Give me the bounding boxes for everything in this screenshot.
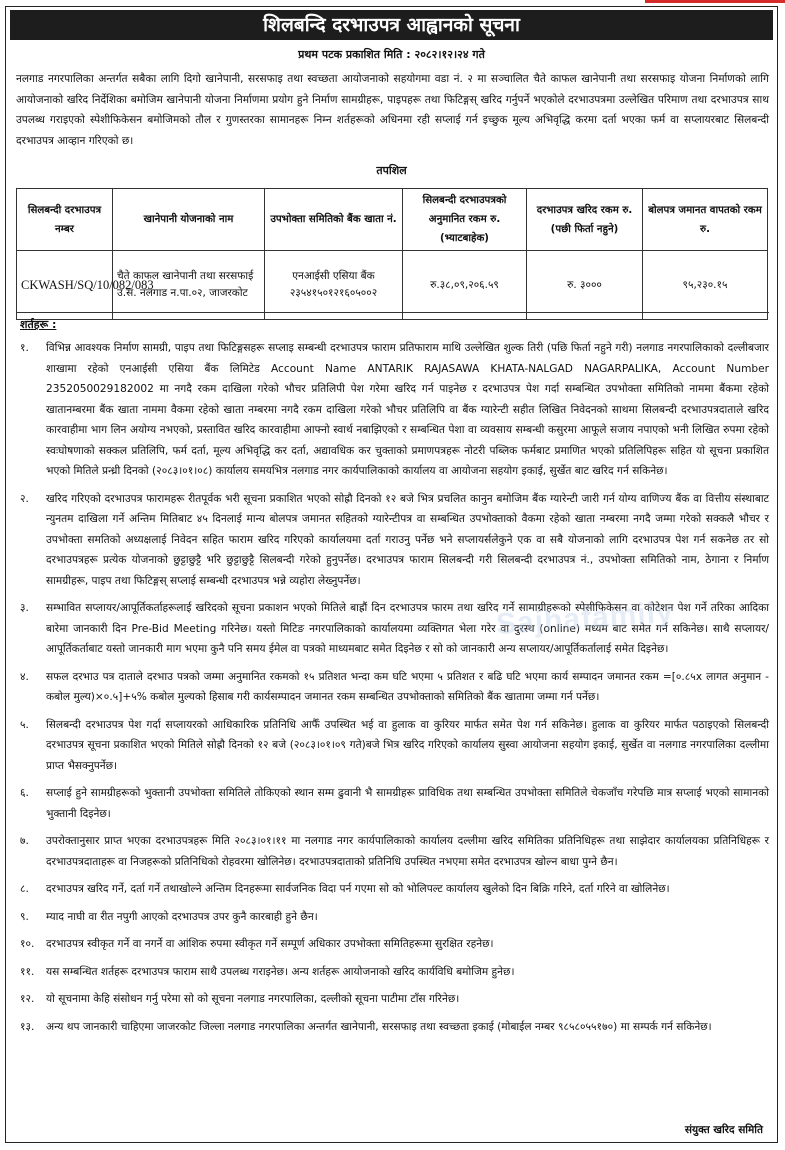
term-item: [16, 783, 769, 824]
term-number: ६.: [20, 787, 29, 799]
top-accent-line: [645, 0, 785, 3]
term-number: ९.: [20, 910, 29, 923]
term-text: म्याद नाघी वा रीत नपुगी आएको दरभाउपत्र उपर कुनै कारबाही हुने छैन।: [46, 910, 318, 923]
term-text: विभिन्न आवश्यक निर्माण सामग्री, पाइप तथा फिटिङ्गसहरू सप्लाइ सम्बन्धी दरभाउपत्र फाराम प्रतिफाराम माथि उल्लेखित शुल्क तिरी (पछि फिर्ता नहुने गरी) नलगाड नगरपालिकाको दल्लीबजार शाखामा रहेको एनआईसी एसिया बैंक लिमिटेड Account Name ANTARIK RAJASAWA KHATA-NALGAD NAGARPALIKA, Account Number 2352050029182002 मा नगदै रकम दाखिला गरेको भौचर प्रतिलिपी पेश गरेमा खरिद गर्न पाइनेछ र दरभाउपत्र पेश गर्दा सम्बन्धित उपभोक्ता समितिको नाममा बैंकमा रहेको खातानम्बरमा बैंक खाता नाममा वैकमा रहेको खाता नम्बरमा नगदै रकम दाखिला गरेको भौचर प्रतिलिपि वा बैंक ग्यारेन्टी सहीत लिखित निवेदनको साथमा सिलबन्दी दरभाउपत्रदाताले खरिद कारवाहीमा भाग लिन अयोग्य नभएको, प्रस्तावित खरिद कारवाहीमा आफ्नो स्वार्थ नबाझिएको र सम्बन्धित पेशा वा व्यवसाय सम्बन्धी कसुरमा आफूले सजाय नपाएको भनी लिखित रुपमा रहेको स्वःघोषणाको सक्कल प्रतिलिपि, फर्म दर्ता, मूल्य अभिवृद्धि कर दर्ता, अद्यावधिक कर चुक्ताको प्रमाणपत्रहरू नोटरी पब्लिक फर्मबाट प्रमाणित भएको प्रतिलिपिहरू सहित यो सूचना प्रकाशित भएको मितिले प्रन्ध्री दिनको (२०८३।०१।०८) कार्यालय समयभित्र नलगाड नगर कार्यपालिकाको कार्यालय वा आयोजना सहयोग इकाई, सुर्खेत बाट खरिद गर्न सकिनेछ।: [46, 342, 769, 477]
term-text: दरभाउपत्र स्वीकृत गर्ने वा नगर्ने वा आंशिक रुपमा स्वीकृत गर्ने सम्पूर्ण अधिकार उपभोक्ता समितिहरूमा सुरक्षित रहनेछ।: [46, 938, 494, 950]
term-item: [16, 1017, 769, 1038]
signoff-committee: संयुक्त खरिद समिति: [684, 1124, 763, 1136]
term-item: [16, 934, 769, 955]
details-heading: तपशिल: [376, 164, 407, 177]
term-number: ७.: [20, 835, 29, 847]
col-header-bank-account: उपभोक्ता समितिको बैंक खाता नं.: [265, 189, 403, 251]
term-item: [16, 338, 769, 482]
term-item: [16, 907, 769, 928]
cell-scheme-name: चैते काफल खानेपानी तथा सरसफाई उ.स. नलगाड न.पा.०२, जाजरकोट: [113, 251, 265, 320]
col-header-estimated-amount: सिलबन्दी दरभाउपत्रको अनुमानित रकम रु. (भ्याटबाहेक): [403, 189, 527, 251]
notice-title: शिलबन्दि दरभाउपत्र आह्वानको सूचना: [10, 10, 773, 40]
term-item: [16, 831, 769, 872]
term-text: खरिद गरिएको दरभाउपत्र फारामहरू रीतपूर्वक भरी सूचना प्रकाशित भएको सोह्रौ दिनको १२ बजे भित्र प्रचलित कानुन बमोजिम बैंक ग्यारेन्टी जारी गर्न योग्य वाणिज्य बैंक वा वित्तीय संस्थाबाट न्युनतम दाखिला गर्ने अन्तिम मितिबाट ४५ दिनलाई मान्य बोलपत्र जमानत सहितको ग्यारेन्टीपत्र वा सम्बन्धित उपभोक्ताको वैकमा रहेको खाता नम्बरमा नगदै जम्मा गरेको सक्कलै भौचर र उपभोक्ता समतिको अध्यक्षलाई निवेदन सहित फाराम खरिद गरिएको कार्यालयमा दर्ता गराउनु पर्नेछ भने सप्लायर्सलेकुने एक वा सबै योजनाको लागि दरभाउपत्र पेश गर्न सकनेछ तर सो दरभाउपत्रहरू प्रत्येक योजनाको छुट्टाछुट्टै भरि छुट्टाछुट्टै सिलबन्दी गरेको हुनुपर्नेछ। दरभाउपत्र फाराम सिलबन्दी गरी सिलबन्दी दरभाउपत्र नं., उपभोक्ता समितिको नाम, ठेगाना र निर्माण सामग्रीहरू, पाइप तथा फिटिङ्गस् सप्लाई सम्बन्धी दरभाउपत्र भन्ने व्यहोरा लेख्नुपर्नेछ।: [46, 492, 769, 587]
term-text: सम्भावित सप्लायर/आपूर्तिकर्ताहरूलाई खरिदको सूचना प्रकाशन भएको मितिले बाह्रौं दिन दरभाउपत्र फारम तथा खरिद गर्ने सामाग्रीहरूको स्पेसीफिकेसन वा कोटेशन पेश गर्ने तरिका आदिका बारेमा जानकारी दिन Pre-Bid Meeting गरिनेछ। यस्तो मिटिङ नगरपालिकाको कार्यालयमा व्यक्तिगत भेला गरेर वा दुरस्थ (online) मध्यम बाट समेत गर्न सकिनेछ। साथै सप्लायर/आपूर्तिकर्ताबाट यस्तो जानकारी माग भएमा कुनै पनि समय ईमेल वा पत्रको माध्यमबाट समेत दिइनेछ र सो को जानकारी अन्य सप्लायर/आपूर्तिकर्तालाई समेत दिइनेछ।: [46, 602, 769, 655]
term-item: [16, 489, 769, 592]
term-text: दरभाउपत्र खरिद गर्ने, दर्ता गर्ने तथाखोल्ने अन्तिम दिनहरूमा सार्वजनिक विदा पर्न गएमा सो को भोलिपल्ट कार्यालय खुलेको दिन बिक्रि गरिने, दर्ता गरिने वा खोलिनेछ।: [46, 883, 670, 895]
term-text: अन्य थप जानकारी चाहिएमा जाजरकोट जिल्ला नलगाड नगरपालिका अन्तर्गत खानेपानी, सरसफाइ तथा स्वच्छता इकाई (मोबाईल नम्बर ९८५८०५५१७०) मा सम्पर्क गर्न सकिनेछ।: [46, 1020, 712, 1033]
bid-details-table: [16, 188, 768, 320]
term-text: यो सूचनामा केहि संसोधन गर्नु परेमा सो को सूचना नलगाड नगरपालिका, दल्लीको सूचना पाटीमा टाँस गरिनेछ।: [46, 993, 460, 1005]
term-item: [16, 715, 769, 777]
section-divider: [16, 312, 769, 313]
term-number: १०.: [20, 938, 35, 950]
term-item: [16, 879, 769, 900]
term-text: सिलबन्दी दरभाउपत्र पेश गर्दा सप्लायरको आधिकारिक प्रतिनिधि आफैँ उपस्थित भई वा हुलाक वा कुरियर मार्फत समेत पेश गर्न सकिनेछ। हुलाक वा कुरियर मार्फत पठाइएको सिलबन्दी दरभाउपत्र सूचना प्रकाशित भएको मितिले सोह्रौ दिनको १२ बजे (२०८३।०१।०९ गते)बजे भित्र खरिद गरिएको कार्यालय सुस्वा आयोजना सहयोग इकाई, सुर्खेत वा नलगाड नगरपालिका दल्लीमा प्राप्त भैसक्नुपर्नेछ।: [46, 718, 769, 772]
term-text: यस सम्बन्धित शर्तहरू दरभाउपत्र फाराम साथै उपलब्ध गराइनेछ। अन्य शर्तहरू आयोजनाको खरिद कार्यविधि बमोजिम हुनेछ।: [46, 965, 515, 978]
col-header-scheme-name: खानेपानी योजनाको नाम: [113, 189, 265, 251]
term-number: ३.: [20, 602, 29, 614]
term-number: ४.: [20, 670, 29, 683]
cell-bid-number: CKWASH/SQ/10/082/083: [17, 251, 113, 320]
term-text: सप्लाई हुने सामग्रीहरूको भुक्तानी उपभोक्ता समितिले तोकिएको स्थान सम्म ढुवानी भै सामग्रीहरू प्राविधिक तथा सम्बन्धित उपभोक्ता समितिले चेकजाँच गरेपछि मात्र सप्लाई भएको सामानको भुक्तानी दिइनेछ।: [46, 787, 769, 820]
term-item: [16, 989, 769, 1010]
col-header-bid-number: सिलबन्दी दरभाउपत्र नम्बर: [17, 189, 113, 251]
cell-form-fee: रु. ३०००: [527, 251, 643, 320]
publication-date: प्रथम पटक प्रकाशित मिति : २०८२।१२।२४ गते: [298, 48, 485, 61]
intro-paragraph: नलगाड नगरपालिका अन्तर्गत सबैका लागि दिगो खानेपानी, सरसफाइ तथा स्वच्छता आयोजनाको सहयोगमा वडा नं. २ मा सञ्चालित चैते काफल खानेपानी तथा सरसफाइ योजना निर्माणको लागि आयोजनाको खरिद निर्देशिका बमोजिम खानेपानी योजना निर्माणमा प्रयोग हुने निर्माण सामग्रीहरू, पाइपहरू तथा फिटिङ्गस् खरिद गर्नुपर्ने भएकोले दरभाउपत्रमा उल्लेखित परिमाण तथा दरभाउपत्र साथ उपलब्ध गराइएको स्पेशीफिकेसन बमोजिमको तौल र गुणस्तरका सामानहरू निम्न शर्तहरूको अधिनमा रही सप्लाई गर्न इच्छुक मूल्य अभिवृद्धि करमा दर्ता भएका फर्म वा सप्लायरबाट सिलबन्दी दरभाउपत्र आव्हान गरिएको छ।: [16, 73, 769, 147]
col-header-form-fee: दरभाउपत्र खरिद रकम रु. (पछी फिर्ता नहुने): [527, 189, 643, 251]
col-header-bid-security: बोलपत्र जमानत वापतको रकम रु.: [643, 189, 768, 251]
term-number: १.: [20, 342, 29, 354]
term-number: ८.: [20, 883, 29, 895]
term-item: [16, 962, 769, 983]
cell-bank-account: एनआईसी एसिया बैंक २३५४१५०१२१६०५००२: [265, 251, 403, 320]
terms-heading: शर्तहरू :: [20, 318, 57, 331]
table-header-row: [17, 189, 768, 251]
term-text: सफल दरभाउ पत्र दाताले दरभाउ पत्रको जम्मा अनुमानित रकमको १५ प्रतिशत भन्दा कम घटि भएमा ५ प्रतिशत र बढि घटि भएमा कार्य सम्पादन जमानत रकम =[०.८५x लागत अनुमान - कबोल मुल्य)×०.५]+५% कबोल मुल्यको हिसाब गरी कार्यसम्पादन जमानत रकम सम्बन्धित उपभोक्ताको समितिको बैंक खातामा जम्मा गर्न पर्नेछ।: [46, 670, 769, 703]
term-number: ५.: [20, 718, 29, 731]
cell-estimated-amount: रु.३८,०९,२०६.५९: [403, 251, 527, 320]
table-row: [17, 251, 768, 320]
term-number: ११.: [20, 965, 35, 978]
terms-list: [16, 338, 769, 1044]
cell-bid-security: ९५,२३०.१५: [643, 251, 768, 320]
term-number: १२.: [20, 993, 35, 1005]
watermark-logo: Sajhafamily: [495, 595, 675, 642]
term-number: १३.: [20, 1020, 35, 1033]
term-number: २.: [20, 492, 29, 505]
term-text: उपरोक्तानुसार प्राप्त भएका दरभाउपत्रहरू मिति २०८३।०१।११ मा नलगाड नगर कार्यपालिकाको कार्यालय दल्लीमा खरिद समितिका प्रतिनिधिहरू तथा साझेदार कार्यालयका प्रतिनिधिहरू र दरभाउपत्रदाताहरू वा निजहरूको प्रतिनिधिको रोहवरमा खोलिनेछ। दरभाउपत्रदाताको प्रतिनिधि उपस्थित नभएमा समेत दरभाउपत्र खोल्न बाधा पुग्ने छैन।: [46, 835, 769, 868]
notice-page: [5, 6, 778, 1143]
term-item: [16, 667, 769, 708]
